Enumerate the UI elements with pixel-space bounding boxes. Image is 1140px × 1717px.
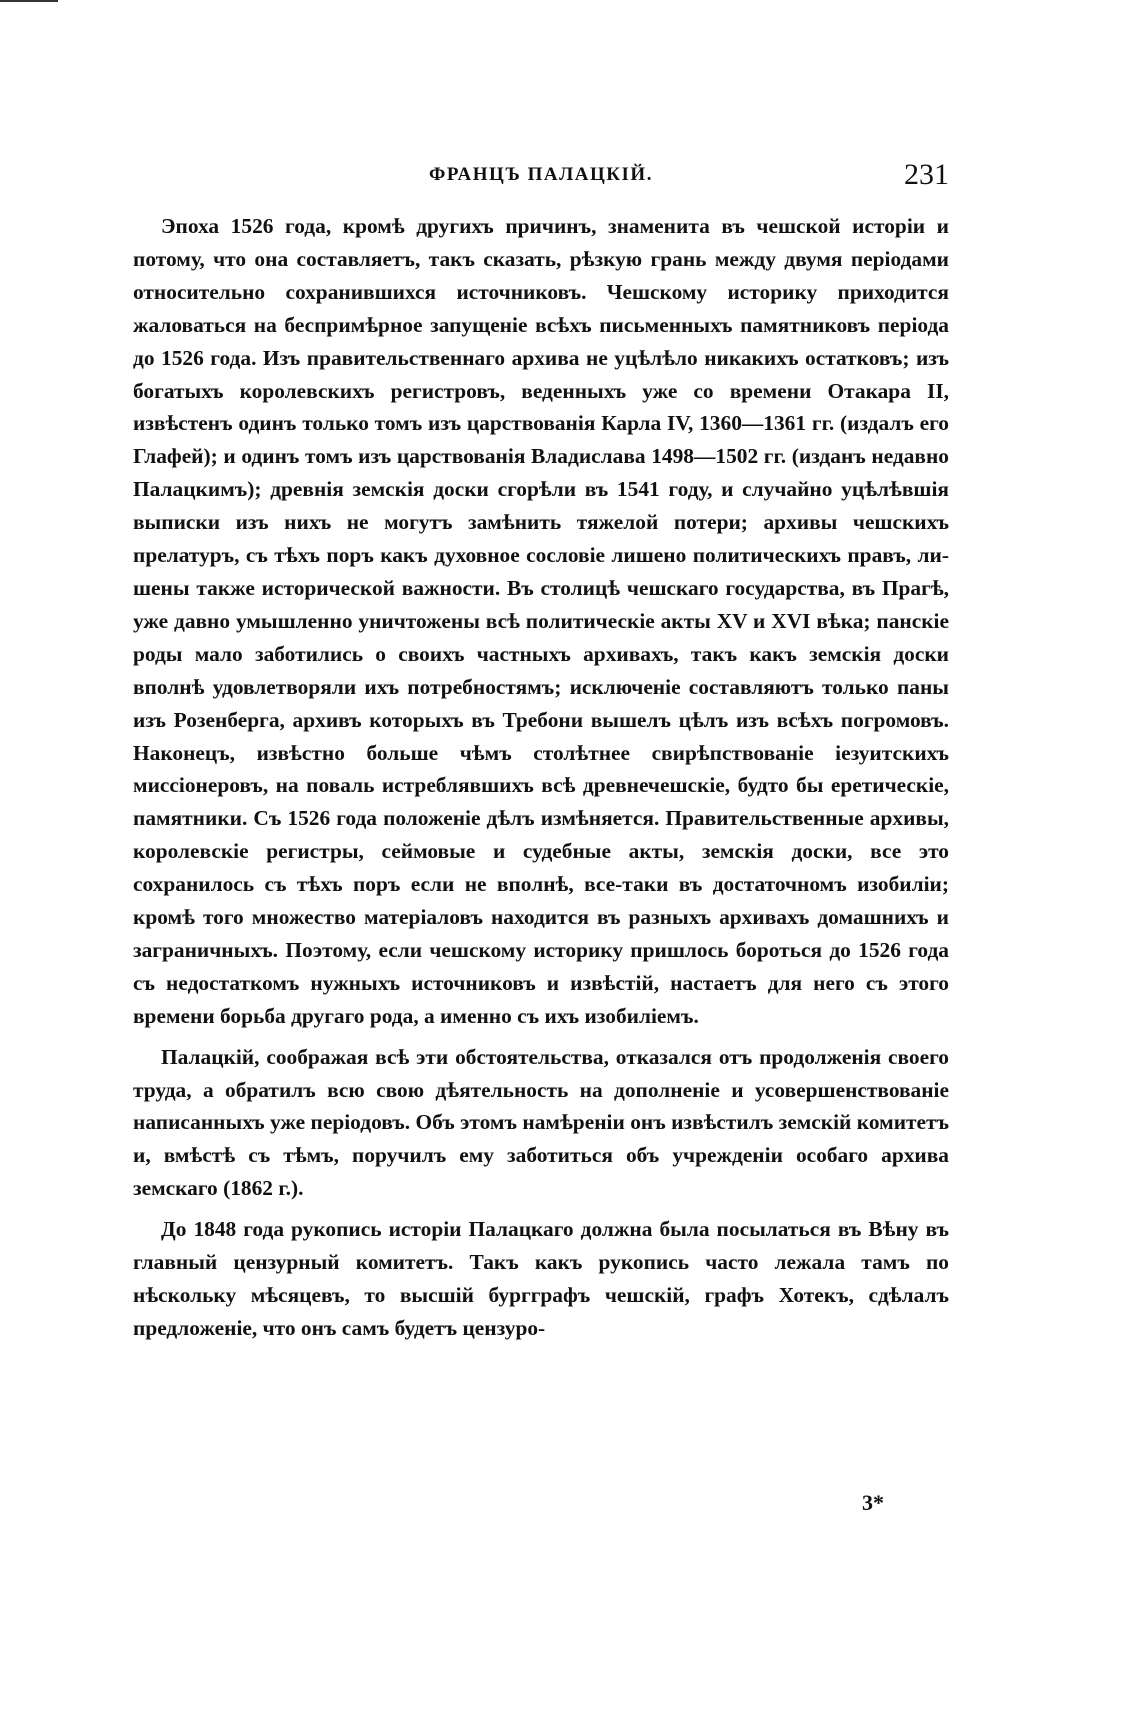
running-head bbox=[133, 158, 949, 198]
paragraph-2: Палацкій, соображая всѣ эти обстоятельства, отказался отъ продолженія своего труда, а обратилъ всю свою дѣятельность на дополненіе и усовершенствованіе написанныхъ уже періодовъ. Объ этомъ намѣреніи онъ извѣстилъ земскій комитетъ и, вмѣстѣ съ тѣмъ, поручилъ ему заботиться объ учрежденіи особаго архива земскаго (1862 г.). bbox=[133, 1044, 949, 1201]
paragraph-1: Эпоха 1526 года, кромѣ другихъ причинъ, знаменита въ чешской исторіи и потому, что она составляетъ, такъ сказать, рѣзкую грань между двумя періодами относительно сохранившихся источниковъ. Чешскому историку приходится жаловаться на беспримѣрное запущеніе всѣхъ письменныхъ памятниковъ періода до 1526 года. Изъ правительственнаго архива не уцѣлѣло никакихъ остатковъ; изъ богатыхъ королевскихъ регистровъ, веденныхъ уже со времени Отакара II, извѣстенъ одинъ только томъ изъ царствованія Карла IV, 1360—1361 гг. (издалъ его Глафей); и одинъ томъ изъ царствованія Владислава 1498—1502 гг. (изданъ недавно Палацкимъ); древнія земскія доски сгорѣли въ 1541 году, и случайно уцѣлѣвшія выписки изъ нихъ не могутъ замѣнить тяжелой потери; архивы чешскихъ прелатуръ, съ тѣхъ поръ какъ духовное сословіе лишено политическихъ правъ, лишены также исторической важности. Въ столицѣ чешскаго государства, въ Прагѣ, уже давно умышленно уничтожены всѣ политическіе акты XV и XVI вѣка; панскіе роды мало заботились о своихъ частныхъ архивахъ, такъ какъ земскія доски вполнѣ удовлетворяли ихъ потребностямъ; исключеніе составляютъ только паны изъ Розенберга, архивъ которыхъ въ Требони вышелъ цѣлъ изъ всѣхъ погромовъ. Наконецъ, извѣстно больше чѣмъ столѣтнее свирѣпствованіе іезуитскихъ миссіонеровъ, на поваль истреблявшихъ всѣ древнечешскіе, будто бы еретическіе, памятники. Съ 1526 года положеніе дѣлъ измѣняется. Правительственные архивы, королевскіе регистры, сеймовые и судебные акты, земскія доски, все это сохранилось съ тѣхъ поръ если не вполнѣ, все-таки въ достаточномъ изобиліи; кромѣ того множество матеріаловъ находится въ разныхъ архивахъ домашнихъ и заграничныхъ. Поэтому, если чешскому историку пришлось бороться до 1526 года съ недостаткомъ нужныхъ источниковъ и извѣстій, настаетъ для него съ этого времени борьба другаго рода, а именно съ ихъ изобиліемъ. bbox=[133, 214, 949, 1028]
book-page bbox=[133, 158, 949, 1345]
page-number: 231 bbox=[904, 158, 949, 191]
top-edge-rule bbox=[0, 0, 58, 2]
signature-mark: 3* bbox=[862, 1490, 884, 1515]
paragraph-3: До 1848 года рукопись исторіи Палацкаго должна была посылаться въ Вѣну въ главный цензурный комитетъ. Такъ какъ рукопись часто лежала тамъ по нѣскольку мѣсяцевъ, то высшій бургграфъ чешскій, графъ Хотекъ, сдѣлалъ предложеніе, что онъ самъ будетъ цензуро- bbox=[133, 1217, 949, 1340]
running-title: ФРАНЦЪ ПАЛАЦКІЙ. bbox=[429, 164, 653, 185]
